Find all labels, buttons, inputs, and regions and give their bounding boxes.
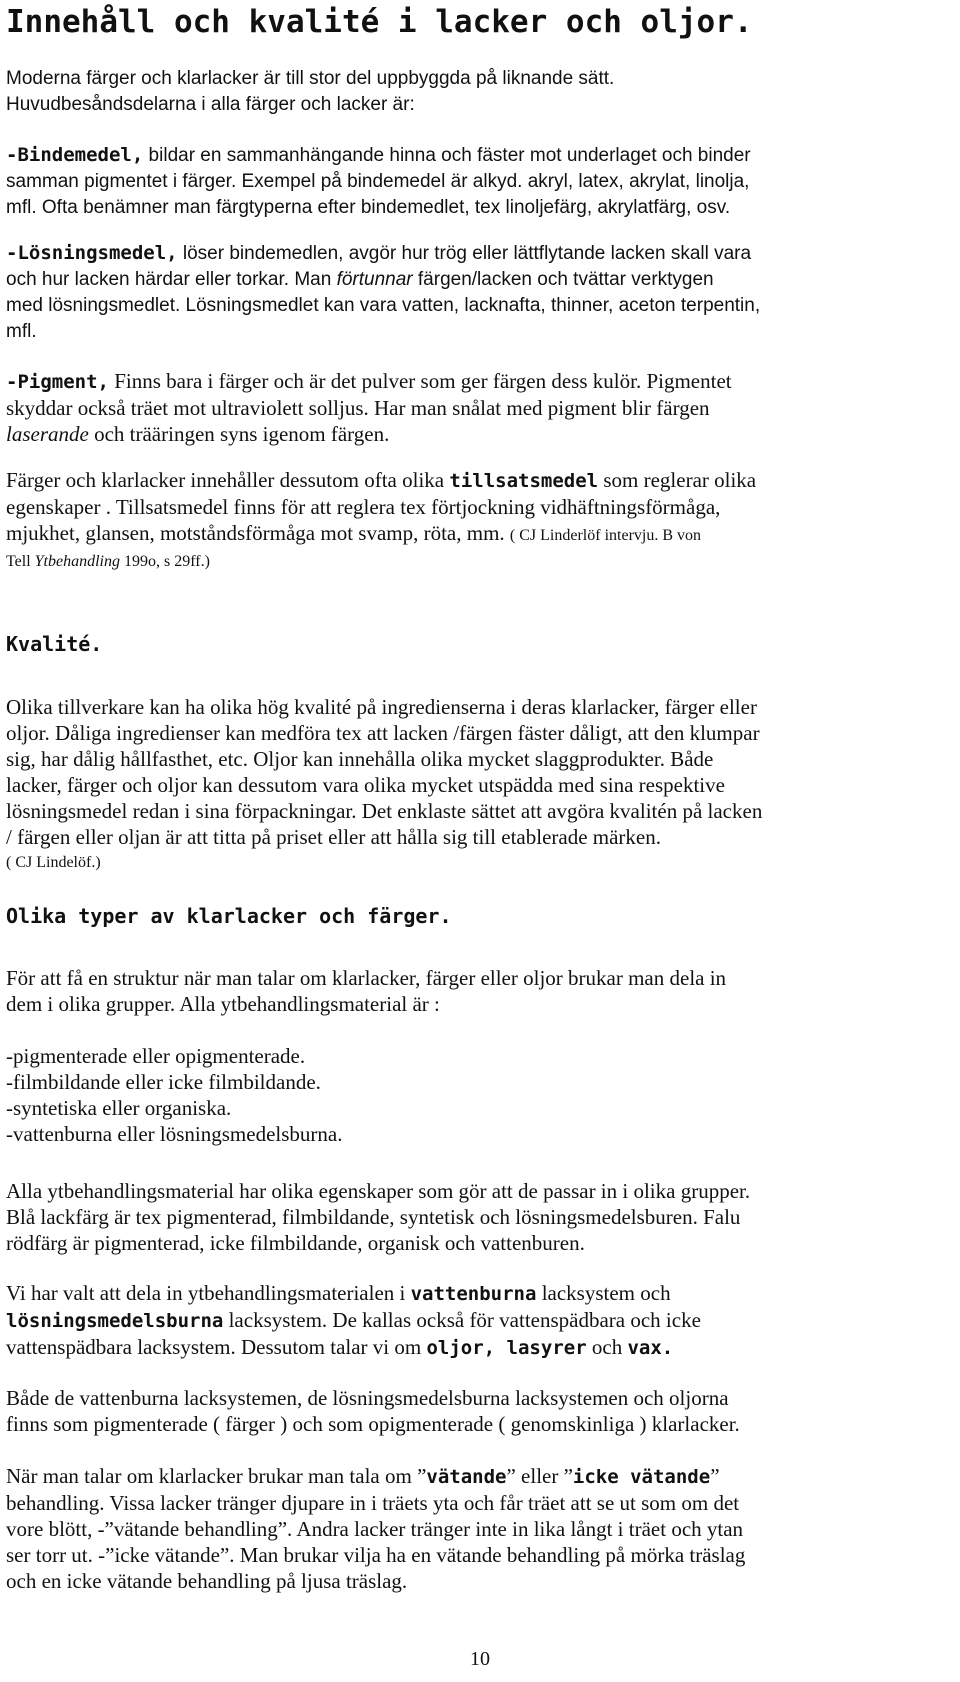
bold-term: oljor, lasyrer xyxy=(426,1337,587,1359)
text-span: Färger och klarlacker innehåller dessutom ofta olika xyxy=(6,468,450,492)
text-span: som reglerar olika xyxy=(598,468,757,492)
reference-text: ( CJ Linderlöf intervju. B von xyxy=(509,527,702,544)
text-line: lacker, färger och oljor kan dessutom vara olika mycket utspädda med sina respektive xyxy=(6,773,725,797)
text-line: dem i olika grupper. Alla ytbehandlingsmaterial är : xyxy=(6,992,440,1016)
text-span: Tell xyxy=(6,553,35,570)
page-title: Innehåll och kvalité i lacker och oljor. xyxy=(6,4,753,40)
page-number: 10 xyxy=(470,1648,490,1670)
term-tillsatsmedel: tillsatsmedel xyxy=(449,470,599,492)
text-span: ” eller ” xyxy=(506,1464,573,1488)
term-bindemedel: -Bindemedel, xyxy=(6,144,144,166)
section-heading-kvalite: Kvalité. xyxy=(6,632,103,656)
text-span: vattenspädbara lacksystem. Dessutom talar vi om xyxy=(6,1335,427,1359)
term-losningsmedel: -Lösningsmedel, xyxy=(6,242,178,264)
text-line: lösningsmedel redan i sina förpackningar. Det enklaste sättet att avgöra kvalitén på lacken xyxy=(6,799,763,823)
section-heading-typer: Olika typer av klarlacker och färger. xyxy=(6,904,452,928)
text-line: / färgen eller oljan är att titta på priset eller att hålla sig till etablerade märken. xyxy=(6,825,661,849)
text-line: skyddar också träet mot ultraviolett solljus. Har man snålat med pigment blir färgen xyxy=(6,396,710,420)
bold-term: vattenburna xyxy=(410,1283,537,1305)
valt-paragraph xyxy=(6,1280,951,1361)
text-span: och xyxy=(586,1335,628,1359)
text-span: mjukhet, glansen, motståndsförmåga mot svamp, röta, mm. xyxy=(6,521,510,545)
term-pigment: -Pigment, xyxy=(6,371,109,393)
bold-term: icke vätande xyxy=(572,1466,711,1488)
bold-term: lösningsmedelsburna xyxy=(6,1310,224,1332)
text-line: vore blött, -”vätande behandling”. Andra lacker tränger inte in lika långt i träet och ytan xyxy=(6,1517,744,1541)
text-line: mfl. Ofta benämner man färgtyperna efter bindemedlet, tex linoljefärg, akrylatfärg, osv. xyxy=(6,197,731,218)
tillsats-paragraph xyxy=(6,467,951,575)
list-item: -vattenburna eller lösningsmedelsburna. xyxy=(6,1122,343,1146)
list-item: -filmbildande eller icke filmbildande. xyxy=(6,1070,321,1094)
intro-line: Huvudbesåndsdelarna i alla färger och lacker är: xyxy=(6,94,415,115)
text-line: Blå lackfärg är tex pigmenterad, filmbildande, syntetisk och lösningsmedelsburen. Falu xyxy=(6,1205,741,1229)
text-span: löser bindemedlen, avgör hur trög eller lättflytande lacken skall vara xyxy=(177,243,752,264)
text-line: Olika tillverkare kan ha olika hög kvalité på ingredienserna i deras klarlacker, färger eller xyxy=(6,695,757,719)
text-span: Man xyxy=(289,269,337,290)
text-span: och hur lacken härdar eller torkar. xyxy=(6,269,290,290)
list-item: -syntetiska eller organiska. xyxy=(6,1096,232,1120)
bade-paragraph xyxy=(6,1385,951,1437)
bindemedel-paragraph xyxy=(6,142,951,221)
text-line: med lösningsmedlet. Lösningsmedlet kan vara vatten, lacknafta, thinner, aceton terpentin, xyxy=(6,295,761,316)
bold-term: vax. xyxy=(627,1337,674,1359)
italic-word: laserande xyxy=(6,422,89,446)
text-span: och trääringen syns igenom färgen. xyxy=(88,422,390,446)
text-line: egenskaper . Tillsatsmedel finns för att reglera tex förtjockning vidhäftningsförmåga, xyxy=(6,495,721,519)
text-line: och en icke vätande behandling på ljusa träslag. xyxy=(6,1569,408,1593)
text-span: lacksystem och xyxy=(536,1281,671,1305)
text-span: färgen/lacken och tvättar verktygen xyxy=(412,269,714,290)
text-line: samman pigmentet i färger. Exempel på bindemedel är alkyd. akryl, latex, akrylat, linolja, xyxy=(6,171,750,192)
text-line: finns som pigmenterade ( färger ) och som opigmenterade ( genomskinliga ) klarlacker. xyxy=(6,1412,740,1436)
reference-text: ( CJ Lindelöf.) xyxy=(6,854,101,871)
list-item: -pigmenterade eller opigmenterade. xyxy=(6,1044,306,1068)
kvalite-paragraph xyxy=(6,694,951,876)
italic-word: Ytbehandling xyxy=(34,553,120,570)
text-span: lacksystem. De kallas också för vattenspädbara och icke xyxy=(223,1308,701,1332)
intro-line: Moderna färger och klarlacker är till stor del uppbyggda på liknande sätt. xyxy=(6,68,615,89)
text-line: Alla ytbehandlingsmaterial har olika egenskaper som gör att de passar in i olika grupper. xyxy=(6,1179,751,1203)
text-span: 199o, s 29ff.) xyxy=(120,553,210,570)
italic-word: förtunnar xyxy=(336,269,413,290)
losningsmedel-paragraph xyxy=(6,240,951,345)
text-span: bildar en sammanhängande hinna och fäster mot underlaget och binder xyxy=(143,145,751,166)
text-line: oljor. Dåliga ingredienser kan medföra tex att lacken /färgen fäster dåligt, att den klumpar xyxy=(6,721,760,745)
text-line: sig, har dålig hållfasthet, etc. Oljor kan innehålla olika mycket slaggprodukter. Både xyxy=(6,747,714,771)
group-list xyxy=(6,1043,951,1147)
pigment-paragraph xyxy=(6,368,951,447)
vatande-paragraph xyxy=(6,1463,951,1594)
text-line: Både de vattenburna lacksystemen, de lösningsmedelsburna lacksystemen och oljorna xyxy=(6,1386,729,1410)
text-line: behandling. Vissa lacker tränger djupare in i träets yta och får träet att se ut som om det xyxy=(6,1491,740,1515)
text-line: mfl. xyxy=(6,321,37,342)
bold-term: vätande xyxy=(426,1466,507,1488)
text-span: ” xyxy=(710,1464,720,1488)
text-span: När man talar om klarlacker brukar man tala om ” xyxy=(6,1464,427,1488)
struktur-paragraph xyxy=(6,965,951,1017)
text-span: Finns bara i färger och är det pulver som ger färgen dess kulör. Pigmentet xyxy=(108,369,732,393)
text-line: ser torr ut. -”icke vätande”. Man brukar vilja ha en vätande behandling på mörka träslag xyxy=(6,1543,746,1567)
text-line: För att få en struktur när man talar om klarlacker, färger eller oljor brukar man dela in xyxy=(6,966,727,990)
text-span: Vi har valt att dela in ytbehandlingsmaterialen i xyxy=(6,1281,411,1305)
text-line: rödfärg är pigmenterad, icke filmbildande, organisk och vattenburen. xyxy=(6,1231,585,1255)
egenskaper-paragraph xyxy=(6,1178,951,1256)
intro-paragraph xyxy=(6,66,951,118)
